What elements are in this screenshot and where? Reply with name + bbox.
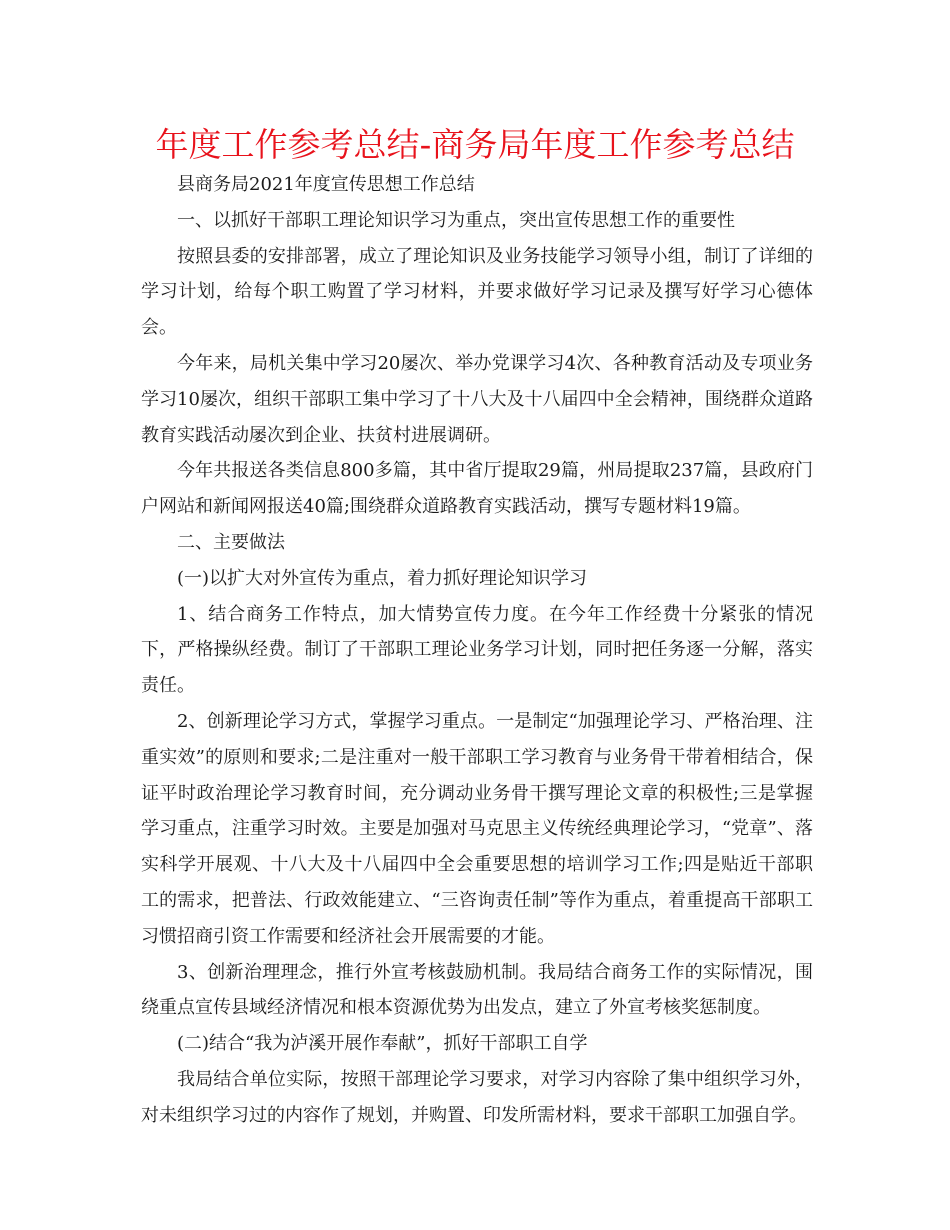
paragraph-heading: 县商务局2021年度宣传思想工作总结: [177, 174, 475, 195]
paragraph: 按照县委的安排部署，成立了理论知识及业务技能学习领导小组，制订了详细的学习计划，给每个职工购置了学习材料，并要求做好学习记录及撰写好学习心德体会。: [141, 245, 813, 339]
paragraph: 我局结合单位实际，按照干部理论学习要求，对学习内容除了集中组织学习外，对未组织学习过的内容作了规划，并购置、印发所需材料，要求干部职工加强自学。: [141, 1068, 813, 1126]
paragraph-subsection-2: (二)结合“我为泸溪开展作奉献”，抓好干部职工自学: [177, 1033, 588, 1055]
paragraph-subsection-1: (一)以扩大对外宣传为重点，着力抓好理论知识学习: [177, 567, 588, 589]
paragraph: 2、创新理论学习方式，掌握学习重点。一是制定“加强理论学习、严格治理、注重实效”的原则和要求;二是注重对一般干部职工学习教育与业务骨干带着相结合，保证平时政治理论学习教育时间，充分调动业务骨干撰写理论文章的积极性;三是掌握学习重点，注重学习时效。主要是加强对马克思主义传统经典理论学习，“党章”、落实科学开展观、十八大及十八届四中全会重要思想的培训学习工作;四是贴近干部职工的需求，把普法、行政效能建立、“三咨询责任制”等作为重点，着重提高干部职工习惯招商引资工作需要和经济社会开展需要的才能。: [141, 710, 813, 947]
document-body: [141, 167, 813, 1134]
paragraph: 今年来，局机关集中学习20屡次、举办党课学习4次、各种教育活动及专项业务学习10屡次，组织干部职工集中学习了十八大及十八届四中全会精神，围绕群众道路教育实践活动屡次到企业、扶贫村进展调研。: [141, 352, 813, 446]
paragraph: 今年共报送各类信息800多篇，其中省厅提取29篇，州局提取237篇，县政府门户网站和新闻网报送40篇;围绕群众道路教育实践活动，撰写专题材料19篇。: [141, 460, 813, 518]
paragraph: 3、创新治理理念，推行外宣考核鼓励机制。我局结合商务工作的实际情况，围绕重点宣传县域经济情况和根本资源优势为出发点，建立了外宣考核奖惩制度。: [141, 961, 813, 1019]
paragraph-section-2: 二、主要做法: [177, 531, 285, 553]
paragraph-section-1: 一、以抓好干部职工理论知识学习为重点，突出宣传思想工作的重要性: [177, 209, 735, 231]
paragraph: 1、结合商务工作特点，加大情势宣传力度。在今年工作经费十分紧张的情况下，严格操纵经费。制订了干部职工理论业务学习计划，同时把任务逐一分解，落实责任。: [141, 603, 813, 697]
document-title: 年度工作参考总结-商务局年度工作参考总结: [155, 125, 795, 164]
